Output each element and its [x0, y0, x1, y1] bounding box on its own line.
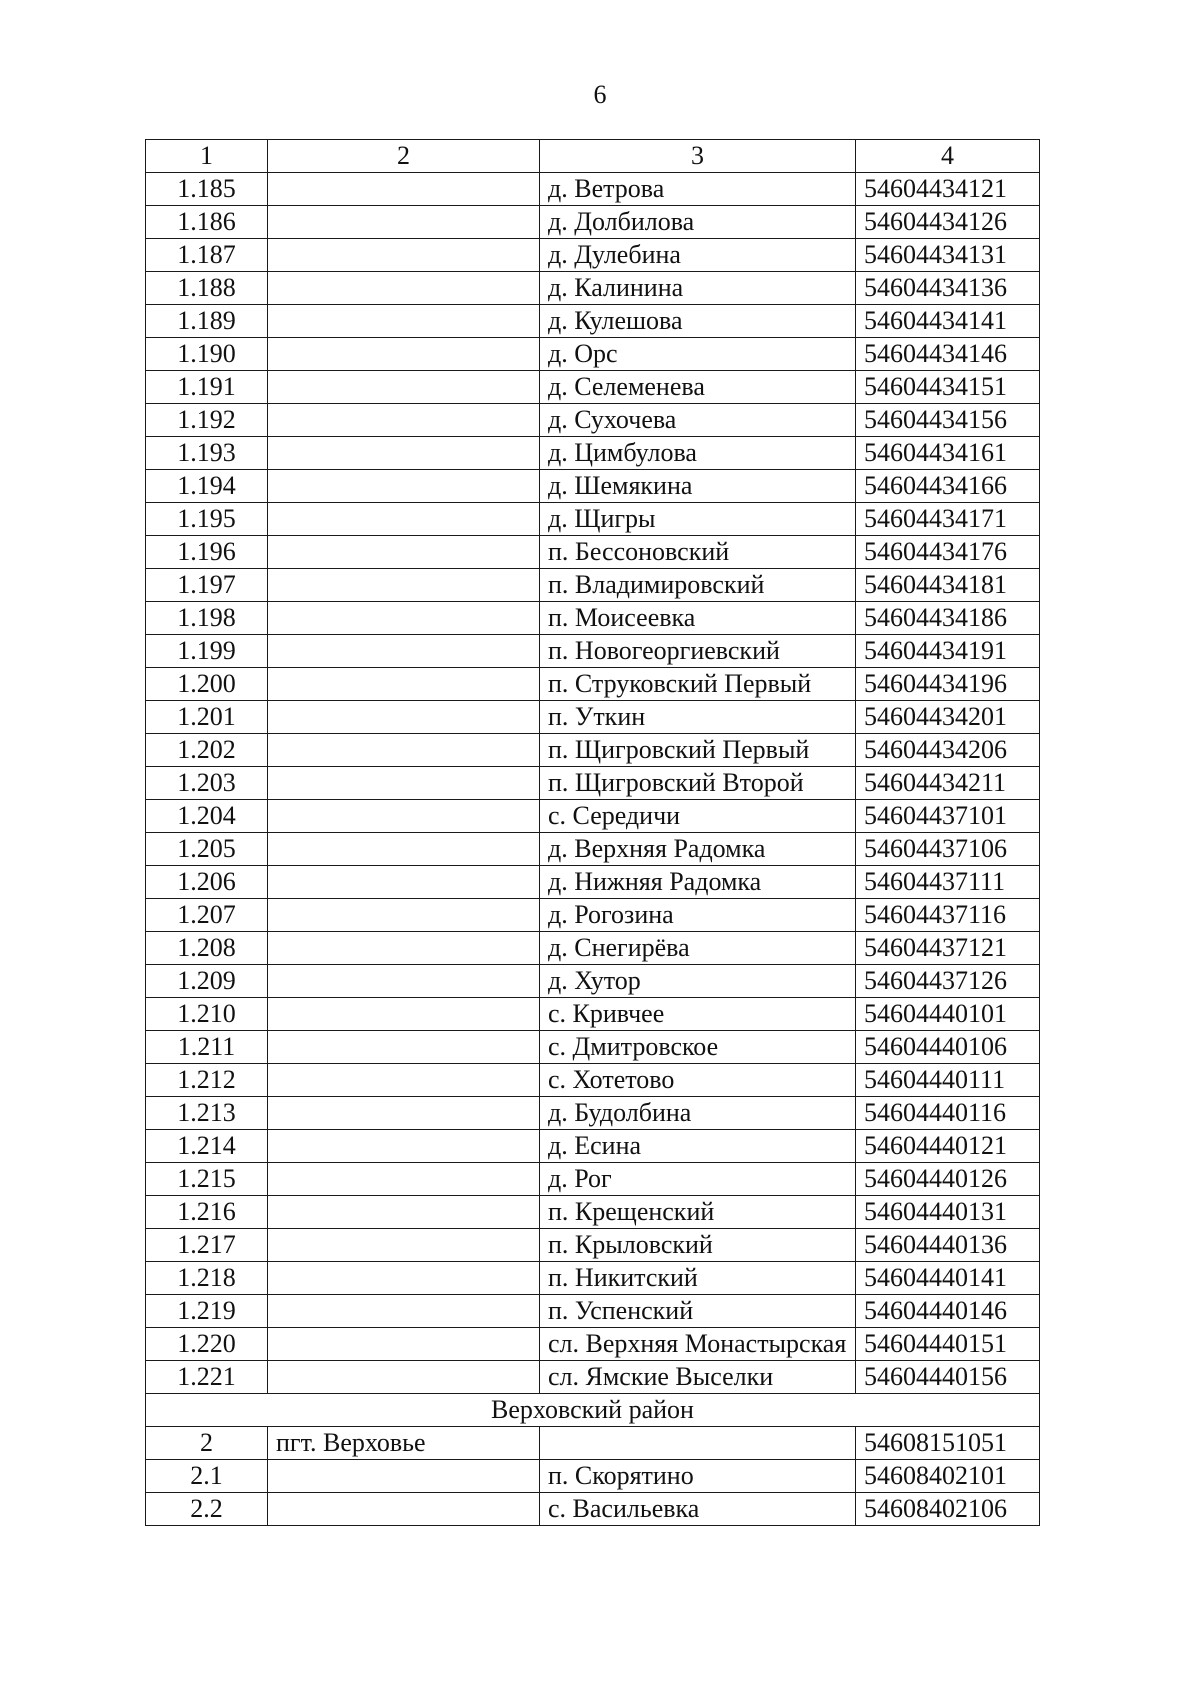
- oktmo-code: 54604440106: [856, 1031, 1040, 1064]
- table-row: [146, 800, 1040, 833]
- table-body: [146, 140, 1040, 1526]
- municipality-name: [268, 833, 540, 866]
- oktmo-code: 54608402101: [856, 1460, 1040, 1493]
- oktmo-code: 54604434151: [856, 371, 1040, 404]
- municipality-name: [268, 899, 540, 932]
- table-row: [146, 1163, 1040, 1196]
- oktmo-code: 54604434176: [856, 536, 1040, 569]
- table-row: [146, 899, 1040, 932]
- row-number: 1.188: [146, 272, 268, 305]
- row-number: 1.190: [146, 338, 268, 371]
- settlement-name: п. Моисеевка: [540, 602, 856, 635]
- oktmo-code: 54604440101: [856, 998, 1040, 1031]
- settlement-name: д. Сухочева: [540, 404, 856, 437]
- row-number: 1.208: [146, 932, 268, 965]
- region-heading-row: [146, 1394, 1040, 1427]
- table-row: [146, 1427, 1040, 1460]
- table-row: [146, 1064, 1040, 1097]
- municipality-name: [268, 239, 540, 272]
- table-row: [146, 602, 1040, 635]
- table-row: [146, 1328, 1040, 1361]
- table-row: [146, 767, 1040, 800]
- municipality-name: [268, 1460, 540, 1493]
- oktmo-code: 54604434186: [856, 602, 1040, 635]
- settlement-name: п. Уткин: [540, 701, 856, 734]
- table-row: [146, 437, 1040, 470]
- settlement-name: д. Шемякина: [540, 470, 856, 503]
- municipality-name: [268, 1130, 540, 1163]
- table-row: [146, 305, 1040, 338]
- municipality-name: [268, 767, 540, 800]
- table-row: [146, 965, 1040, 998]
- region-title: Верховский район: [146, 1394, 1040, 1427]
- row-number: 1.192: [146, 404, 268, 437]
- oktmo-code: 54604440126: [856, 1163, 1040, 1196]
- row-number: 1.202: [146, 734, 268, 767]
- row-number: 1.204: [146, 800, 268, 833]
- table-row: [146, 569, 1040, 602]
- row-number: 1.198: [146, 602, 268, 635]
- oktmo-code: 54604440151: [856, 1328, 1040, 1361]
- municipality-name: [268, 1328, 540, 1361]
- settlement-name: [540, 1427, 856, 1460]
- table-row: [146, 404, 1040, 437]
- oktmo-code: 54604434201: [856, 701, 1040, 734]
- row-number: 1.196: [146, 536, 268, 569]
- settlement-name: д. Рогозина: [540, 899, 856, 932]
- settlement-name: д. Дулебина: [540, 239, 856, 272]
- settlement-name: п. Щигровский Второй: [540, 767, 856, 800]
- table-row: [146, 371, 1040, 404]
- oktmo-code: 54604434191: [856, 635, 1040, 668]
- oktmo-code: 54604440146: [856, 1295, 1040, 1328]
- settlement-name: с. Дмитровское: [540, 1031, 856, 1064]
- row-number: 1.215: [146, 1163, 268, 1196]
- settlement-name: д. Нижняя Радомка: [540, 866, 856, 899]
- oktmo-code: 54604434161: [856, 437, 1040, 470]
- settlement-name: сл. Ямские Выселки: [540, 1361, 856, 1394]
- table-row: [146, 470, 1040, 503]
- row-number: 1.213: [146, 1097, 268, 1130]
- municipality-name: [268, 1163, 540, 1196]
- settlement-name: д. Щигры: [540, 503, 856, 536]
- table-row: [146, 338, 1040, 371]
- row-number: 1.194: [146, 470, 268, 503]
- row-number: 1.193: [146, 437, 268, 470]
- municipality-name: [268, 932, 540, 965]
- row-number: 1.220: [146, 1328, 268, 1361]
- column-header-2: 2: [268, 140, 540, 173]
- municipality-name: [268, 1097, 540, 1130]
- table-row: [146, 1130, 1040, 1163]
- oktmo-code: 54604434131: [856, 239, 1040, 272]
- row-number: 1.221: [146, 1361, 268, 1394]
- settlement-name: п. Новогеоргиевский: [540, 635, 856, 668]
- oktmo-code: 54604434126: [856, 206, 1040, 239]
- row-number: 1.209: [146, 965, 268, 998]
- settlement-name: п. Крещенский: [540, 1196, 856, 1229]
- table-row: [146, 1229, 1040, 1262]
- oktmo-code: 54604434166: [856, 470, 1040, 503]
- settlement-name: д. Долбилова: [540, 206, 856, 239]
- municipality-name: [268, 998, 540, 1031]
- oktmo-code: 54604434196: [856, 668, 1040, 701]
- municipality-name: [268, 866, 540, 899]
- municipality-name: [268, 1031, 540, 1064]
- municipality-name: пгт. Верховье: [268, 1427, 540, 1460]
- table-row: [146, 536, 1040, 569]
- oktmo-code: 54604440131: [856, 1196, 1040, 1229]
- row-number: 1.205: [146, 833, 268, 866]
- settlement-name: с. Васильевка: [540, 1493, 856, 1526]
- table-row: [146, 932, 1040, 965]
- settlement-name: с. Середичи: [540, 800, 856, 833]
- settlement-name: п. Бессоновский: [540, 536, 856, 569]
- settlement-name: д. Снегирёва: [540, 932, 856, 965]
- oktmo-code: 54604434141: [856, 305, 1040, 338]
- municipality-name: [268, 965, 540, 998]
- municipality-name: [268, 371, 540, 404]
- oktmo-code: 54604437101: [856, 800, 1040, 833]
- row-number: 1.186: [146, 206, 268, 239]
- oktmo-code: 54604434156: [856, 404, 1040, 437]
- municipality-name: [268, 701, 540, 734]
- row-number: 1.219: [146, 1295, 268, 1328]
- table-row: [146, 503, 1040, 536]
- table-row: [146, 272, 1040, 305]
- oktmo-code: 54604434146: [856, 338, 1040, 371]
- oktmo-code: 54604434121: [856, 173, 1040, 206]
- municipality-name: [268, 404, 540, 437]
- table-row: [146, 668, 1040, 701]
- row-number: 1.217: [146, 1229, 268, 1262]
- oktmo-code: 54604440136: [856, 1229, 1040, 1262]
- settlement-name: д. Рог: [540, 1163, 856, 1196]
- settlement-name: п. Владимировский: [540, 569, 856, 602]
- table-row: [146, 1196, 1040, 1229]
- settlement-name: с. Кривчее: [540, 998, 856, 1031]
- page-number: 6: [593, 80, 607, 109]
- oktmo-code: 54604434181: [856, 569, 1040, 602]
- municipality-name: [268, 173, 540, 206]
- table-row: [146, 998, 1040, 1031]
- settlement-name: п. Скорятино: [540, 1460, 856, 1493]
- oktmo-code: 54604437126: [856, 965, 1040, 998]
- oktmo-code: 54604434171: [856, 503, 1040, 536]
- settlement-name: д. Есина: [540, 1130, 856, 1163]
- settlement-name: д. Ветрова: [540, 173, 856, 206]
- oktmo-code: 54604440141: [856, 1262, 1040, 1295]
- table-row: [146, 833, 1040, 866]
- row-number: 1.206: [146, 866, 268, 899]
- municipality-name: [268, 305, 540, 338]
- settlement-name: д. Цимбулова: [540, 437, 856, 470]
- settlement-name: с. Хотетово: [540, 1064, 856, 1097]
- row-number: 1.211: [146, 1031, 268, 1064]
- row-number: 1.207: [146, 899, 268, 932]
- row-number: 1.203: [146, 767, 268, 800]
- municipality-name: [268, 668, 540, 701]
- settlement-name: д. Калинина: [540, 272, 856, 305]
- oktmo-code: 54604440156: [856, 1361, 1040, 1394]
- oktmo-code: 54604437106: [856, 833, 1040, 866]
- settlement-name: д. Хутор: [540, 965, 856, 998]
- table-row: [146, 173, 1040, 206]
- municipality-name: [268, 800, 540, 833]
- oktmo-code: 54604440111: [856, 1064, 1040, 1097]
- oktmo-code: 54604437121: [856, 932, 1040, 965]
- settlement-name: п. Крыловский: [540, 1229, 856, 1262]
- row-number: 1.191: [146, 371, 268, 404]
- oktmo-code: 54604434206: [856, 734, 1040, 767]
- municipality-name: [268, 602, 540, 635]
- table-row: [146, 1460, 1040, 1493]
- municipality-name: [268, 1493, 540, 1526]
- settlement-name: д. Кулешова: [540, 305, 856, 338]
- municipality-name: [268, 206, 540, 239]
- oktmo-code: 54604440121: [856, 1130, 1040, 1163]
- municipality-name: [268, 734, 540, 767]
- municipality-name: [268, 635, 540, 668]
- oktmo-code: 54604434211: [856, 767, 1040, 800]
- settlement-name: п. Струковский Первый: [540, 668, 856, 701]
- row-number: 1.200: [146, 668, 268, 701]
- row-number: 1.214: [146, 1130, 268, 1163]
- municipality-name: [268, 1196, 540, 1229]
- oktmo-code: 54604437111: [856, 866, 1040, 899]
- table-row: [146, 1031, 1040, 1064]
- settlement-name: сл. Верхняя Монастырская: [540, 1328, 856, 1361]
- table-row: [146, 206, 1040, 239]
- column-header-4: 4: [856, 140, 1040, 173]
- column-header-3: 3: [540, 140, 856, 173]
- municipality-name: [268, 503, 540, 536]
- table-row: [146, 1295, 1040, 1328]
- column-header-1: 1: [146, 140, 268, 173]
- municipality-name: [268, 1064, 540, 1097]
- row-number: 1.212: [146, 1064, 268, 1097]
- municipality-name: [268, 1295, 540, 1328]
- table-row: [146, 701, 1040, 734]
- municipality-name: [268, 470, 540, 503]
- row-number: 1.199: [146, 635, 268, 668]
- row-number: 1.187: [146, 239, 268, 272]
- municipality-name: [268, 1262, 540, 1295]
- settlement-name: д. Верхняя Радомка: [540, 833, 856, 866]
- row-number: 1.195: [146, 503, 268, 536]
- municipality-name: [268, 338, 540, 371]
- row-number: 1.189: [146, 305, 268, 338]
- row-number: 1.216: [146, 1196, 268, 1229]
- row-number: 1.197: [146, 569, 268, 602]
- row-number: 1.185: [146, 173, 268, 206]
- municipality-name: [268, 536, 540, 569]
- settlements-table: [145, 139, 1040, 1526]
- oktmo-code: 54604434136: [856, 272, 1040, 305]
- settlement-name: д. Орс: [540, 338, 856, 371]
- table-row: [146, 635, 1040, 668]
- municipality-name: [268, 1229, 540, 1262]
- municipality-name: [268, 569, 540, 602]
- row-number: 1.218: [146, 1262, 268, 1295]
- header-row: [146, 140, 1040, 173]
- oktmo-code: 54604437116: [856, 899, 1040, 932]
- settlement-name: д. Селеменева: [540, 371, 856, 404]
- table-row: [146, 1493, 1040, 1526]
- table-row: [146, 239, 1040, 272]
- settlement-name: д. Будолбина: [540, 1097, 856, 1130]
- row-number: 2: [146, 1427, 268, 1460]
- oktmo-code: 54604440116: [856, 1097, 1040, 1130]
- municipality-name: [268, 437, 540, 470]
- settlement-name: п. Никитский: [540, 1262, 856, 1295]
- row-number: 2.1: [146, 1460, 268, 1493]
- oktmo-code: 54608151051: [856, 1427, 1040, 1460]
- row-number: 1.210: [146, 998, 268, 1031]
- settlement-name: п. Щигровский Первый: [540, 734, 856, 767]
- row-number: 1.201: [146, 701, 268, 734]
- municipality-name: [268, 272, 540, 305]
- oktmo-code: 54608402106: [856, 1493, 1040, 1526]
- table-row: [146, 1361, 1040, 1394]
- settlement-name: п. Успенский: [540, 1295, 856, 1328]
- table-row: [146, 1097, 1040, 1130]
- row-number: 2.2: [146, 1493, 268, 1526]
- table-row: [146, 1262, 1040, 1295]
- municipality-name: [268, 1361, 540, 1394]
- table-row: [146, 866, 1040, 899]
- table-row: [146, 734, 1040, 767]
